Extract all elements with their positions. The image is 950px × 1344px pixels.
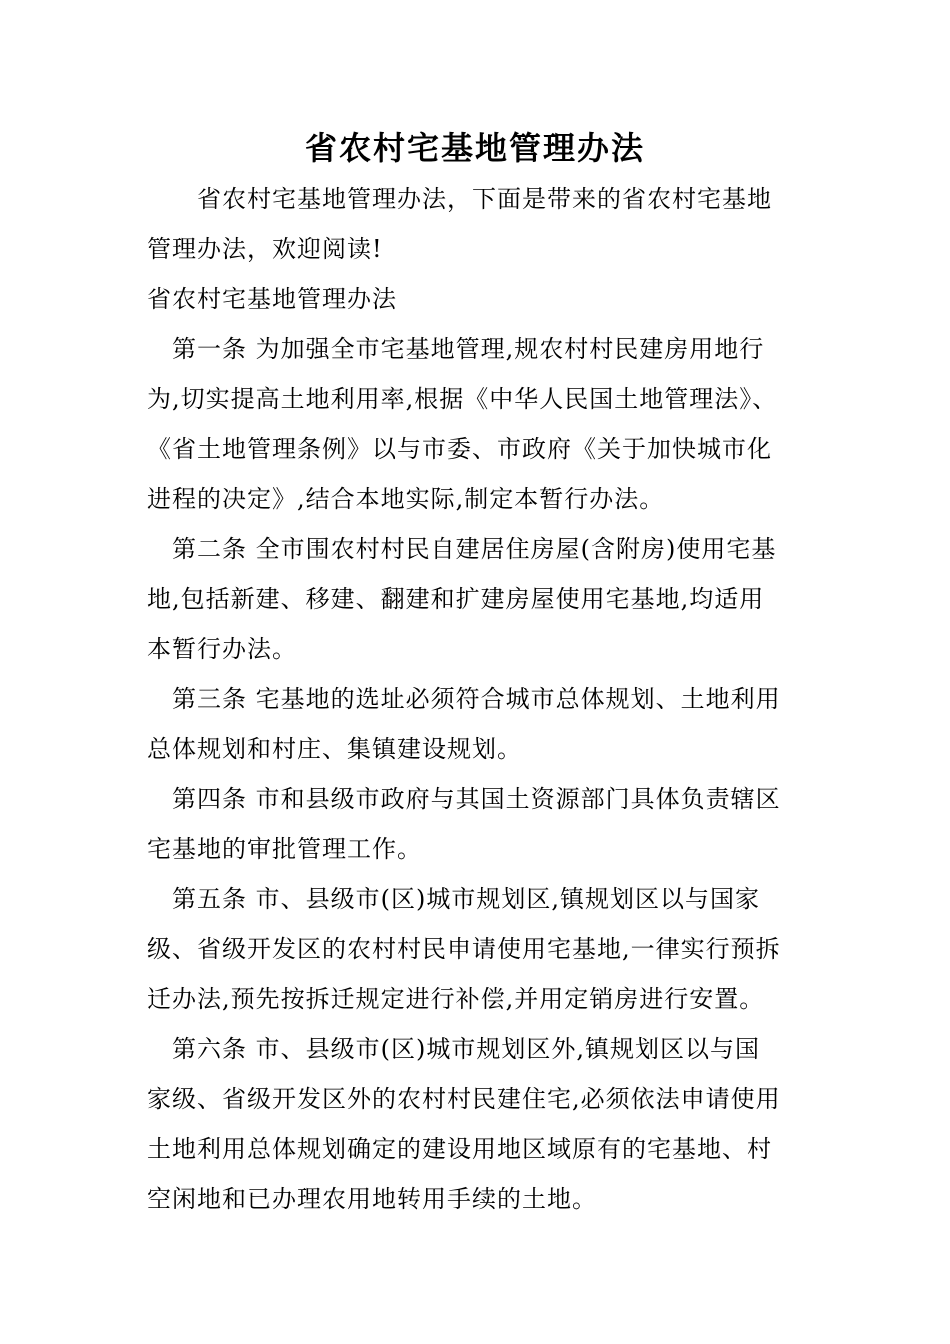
text-line: 总体规划和村庄、集镇建设规划。 [147,735,522,763]
text-line: 第五条 市、县级市(区)城市规划区,镇规划区以与国家 [147,885,760,913]
text-line: 第二条 全市围农村村民自建居住房屋(含附房)使用宅基 [147,535,777,563]
document-title: 省农村宅基地管理办法 [304,129,645,167]
text-line: 《省土地管理条例》以与市委、市政府《关于加快城市化 [147,435,772,463]
text-line: 第四条 市和县级市政府与其国土资源部门具体负责辖区 [147,785,781,813]
text-line: 级、省级开发区的农村村民申请使用宅基地,一律实行预拆 [147,935,781,963]
text-line: 空闲地和已办理农用地转用手续的土地。 [147,1185,597,1213]
text-line: 为,切实提高土地利用率,根据《中华人民国土地管理法》、 [147,385,778,413]
text-line: 宅基地的审批管理工作。 [147,835,422,863]
text-line: 家级、省级开发区外的农村村民建住宅,必须依法申请使用 [147,1085,781,1113]
text-line: 省农村宅基地管理办法，下面是带来的省农村宅基地 [147,185,772,213]
text-line: 本暂行办法。 [147,635,297,663]
text-line: 第六条 市、县级市(区)城市规划区外,镇规划区以与国 [147,1035,760,1063]
text-line: 第一条 为加强全市宅基地管理,规农村村民建房用地行 [147,335,765,363]
text-line: 进程的决定》,结合本地实际,制定本暂行办法。 [147,485,665,513]
text-line: 管理办法，欢迎阅读! [147,235,383,263]
text-line: 第三条 宅基地的选址必须符合城市总体规划、土地利用 [147,685,781,713]
text-line: 迁办法,预先按拆迁规定进行补偿,并用定销房进行安置。 [147,985,765,1013]
text-line: 土地利用总体规划确定的建设用地区域原有的宅基地、村 [147,1135,772,1163]
text-line: 地,包括新建、移建、翻建和扩建房屋使用宅基地,均适用 [147,585,765,613]
text-line: 省农村宅基地管理办法 [147,285,397,313]
